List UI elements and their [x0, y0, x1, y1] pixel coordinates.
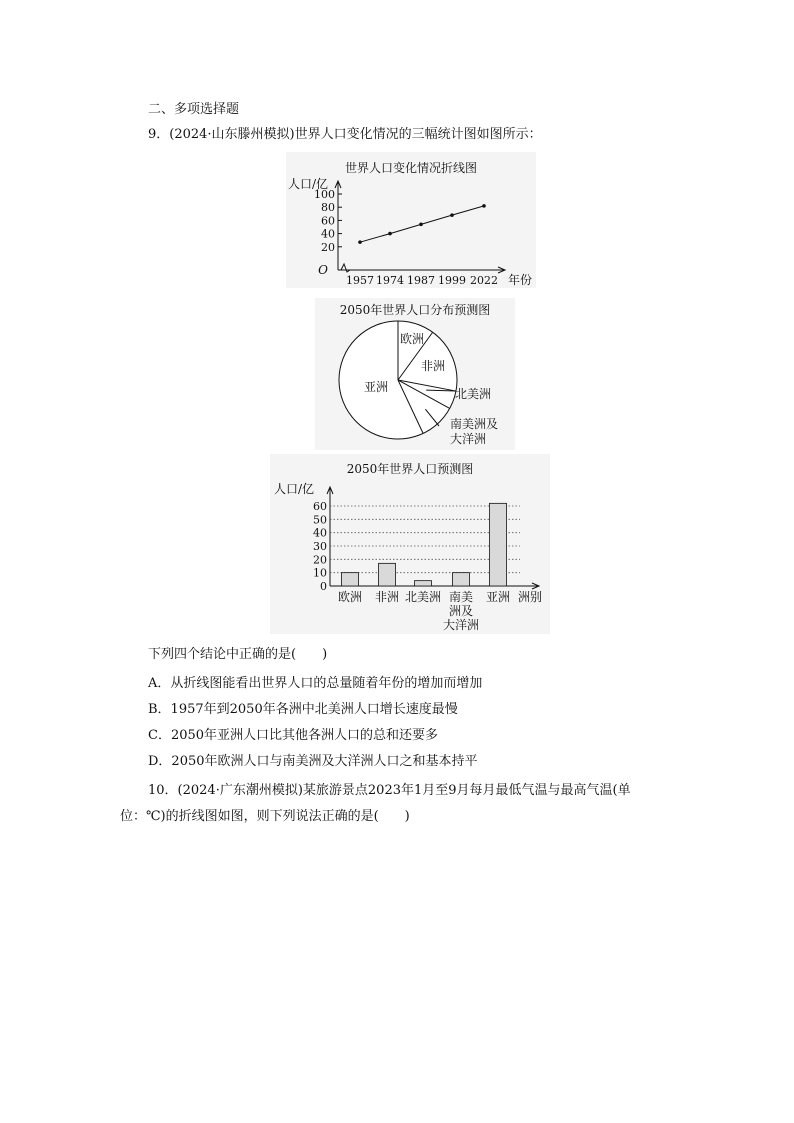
data-point — [388, 232, 392, 236]
y-tick-label: 50 — [313, 513, 327, 527]
question-9-stem: 9．(2024·山东滕州模拟)世界人口变化情况的三幅统计图如图所示： — [148, 127, 542, 142]
origin-label: O — [318, 263, 328, 277]
bar — [415, 581, 432, 586]
data-point — [358, 240, 362, 244]
y-tick-label: 40 — [313, 526, 327, 540]
y-axis-label: 人口/亿 — [274, 482, 315, 496]
chart-background — [270, 454, 550, 634]
pie-label-africa: 非洲 — [421, 359, 446, 373]
question-10-line-1: 10．(2024·广东潮州模拟)某旅游景点2023年1月至9月每月最低气温与最高气温(单 — [148, 783, 631, 798]
chart-title: 2050年世界人口分布预测图 — [339, 303, 491, 317]
x-tick-label: 北美洲 — [404, 590, 442, 604]
bar — [453, 573, 470, 586]
bar — [490, 503, 507, 586]
option-d: D．2050年欧洲人口与南美洲及大洋洲人口之和基本持平 — [148, 754, 478, 769]
pie-label-asia: 亚洲 — [364, 380, 389, 394]
x-tick-label: 非洲 — [374, 590, 400, 604]
population-pie-chart — [315, 298, 515, 450]
x-tick-label: 1987 — [407, 274, 435, 287]
x-tick-label: 大洋洲 — [442, 618, 480, 632]
y-tick-label: 80 — [321, 201, 335, 215]
section-title: 二、多项选择题 — [148, 102, 240, 117]
data-point — [450, 213, 454, 217]
y-tick-label: 10 — [313, 566, 327, 580]
y-tick-label: 40 — [321, 227, 335, 241]
x-tick-label: 亚洲 — [485, 590, 511, 604]
option-c: C．2050年亚洲人口比其他各洲人口的总和还要多 — [148, 728, 439, 743]
population-bar-chart — [270, 454, 550, 634]
x-tick-label: 2022 — [470, 274, 498, 287]
y-tick-label: 60 — [321, 214, 335, 228]
x-tick-label: 南美 — [448, 590, 474, 604]
x-tick-label: 洲及 — [448, 604, 474, 618]
y-tick-label: 30 — [313, 540, 327, 553]
x-tick-label: 1974 — [376, 274, 404, 287]
option-a: A．从折线图能看出世界人口的总量随着年份的增加而增加 — [148, 676, 483, 691]
x-tick-label: 1999 — [438, 274, 466, 287]
population-line-chart — [286, 152, 536, 288]
x-tick-label: 欧洲 — [337, 590, 363, 604]
bar — [379, 563, 396, 586]
bar — [342, 573, 359, 586]
question-9-prompt: 下列四个结论中正确的是( ) — [148, 647, 328, 662]
chart-title: 世界人口变化情况折线图 — [344, 161, 478, 175]
x-axis-label: 洲别 — [517, 590, 543, 604]
data-point — [419, 223, 423, 227]
y-axis-label: 人口/亿 — [288, 177, 329, 191]
data-point — [482, 204, 486, 208]
y-tick-label: 0 — [320, 580, 327, 593]
option-b: B．1957年到2050年各洲中北美洲人口增长速度最慢 — [148, 702, 458, 717]
y-tick-label: 60 — [313, 500, 327, 513]
x-tick-label: 1957 — [346, 274, 374, 287]
chart-title: 2050年世界人口预测图 — [346, 462, 474, 476]
x-axis-label: 年份 — [508, 273, 533, 287]
y-tick-label: 100 — [314, 188, 335, 201]
question-10-line-2: 位：℃)的折线图如图，则下列说法正确的是( ) — [120, 809, 410, 824]
y-tick-label: 20 — [321, 240, 335, 254]
pie-label-europe: 欧洲 — [400, 332, 425, 346]
pie-label-north-america: 北美洲 — [455, 387, 492, 401]
y-tick-label: 20 — [313, 553, 327, 567]
pie-label-south-america-oceania: 南美洲及大洋洲 — [450, 417, 499, 446]
